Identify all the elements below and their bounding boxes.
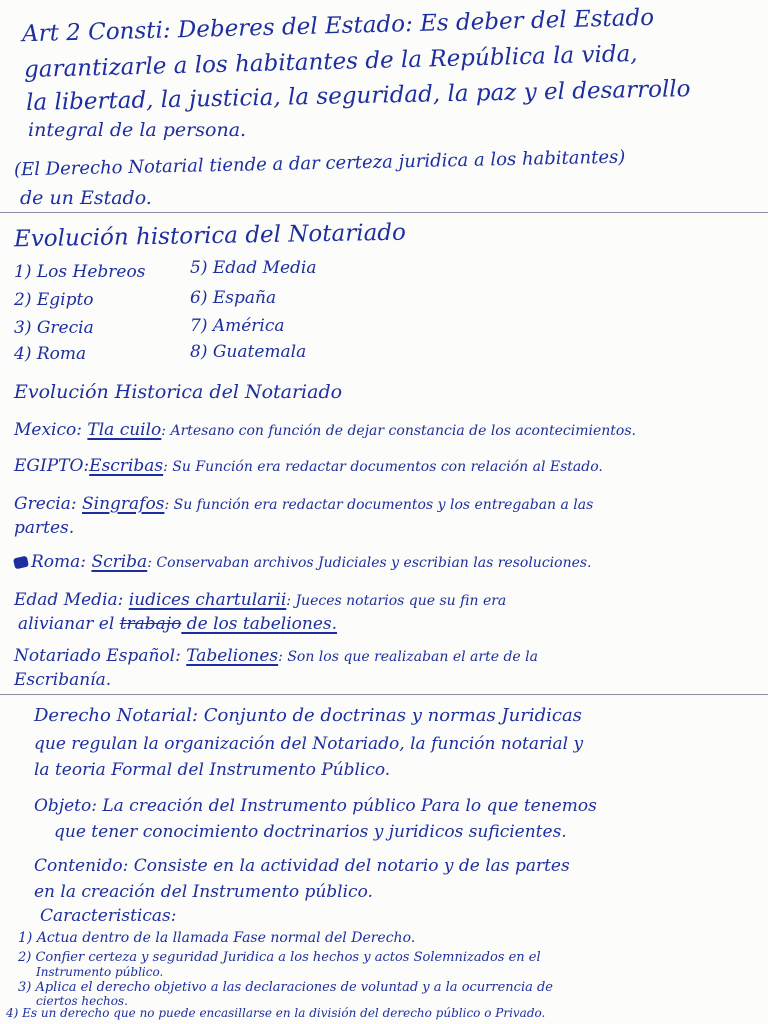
entry-espanol	[14, 646, 538, 666]
entry-text: : Su función era redactar documentos y los entregaban a las	[164, 497, 594, 513]
list-item: 8) Guatemala	[190, 342, 307, 362]
article-text-line: garantizarle a los habitantes de la República la vida,	[23, 40, 638, 84]
entry-label: Notariado Español:	[14, 646, 181, 666]
characteristic-item: 2) Confier certeza y seguridad Juridica a los hechos y actos Solemnizados en el	[18, 950, 541, 965]
entry-text: : Su Función era redactar documentos con relación al Estado.	[163, 459, 603, 475]
list-item: 5) Edad Media	[190, 258, 317, 278]
divider	[0, 212, 768, 213]
characteristics-title: Caracteristicas:	[40, 906, 177, 926]
section-title: Evolución Historica del Notariado	[14, 381, 343, 403]
entry-label: Mexico:	[14, 420, 82, 440]
entry-term: Singrafos	[82, 494, 165, 514]
entry-egipto	[14, 456, 603, 476]
characteristic-item-cont: ciertos hechos.	[36, 994, 128, 1008]
characteristic-item: 1) Actua dentro de la llamada Fase normal del Derecho.	[18, 930, 416, 946]
entry-continuation: Escribanía.	[14, 670, 112, 690]
entry-label: EGIPTO:	[14, 456, 90, 476]
entry-text-struck: trabajo	[119, 614, 182, 634]
entry-text: : Son los que realizaban el arte de la	[278, 649, 538, 665]
definition-line: que regulan la organización del Notariado, la función notarial y	[34, 734, 584, 754]
entry-label: Roma:	[31, 552, 87, 572]
entry-term: Scriba	[91, 552, 148, 572]
definition-line: Derecho Notarial: Conjunto de doctrinas y normas Juridicas	[34, 705, 582, 726]
characteristic-item: 4) Es un derecho que no puede encasillarse en la división del derecho público o Privado.	[6, 1006, 546, 1020]
entry-term: Escribas	[89, 456, 164, 476]
article-heading-line: Art 2 Consti: Deberes del Estado: Es deber del Estado	[21, 4, 655, 48]
list-item: 1) Los Hebreos	[14, 262, 146, 282]
object-line: Objeto: La creación del Instrumento público Para lo que tenemos	[34, 796, 597, 816]
ink-blot	[13, 556, 29, 570]
entry-roma	[14, 552, 592, 572]
entry-text: : Jueces notarios que su fin era	[286, 593, 507, 609]
entry-edad-media	[14, 590, 506, 610]
note-line: (El Derecho Notarial tiende a dar certeza juridica a los habitantes)	[13, 146, 626, 181]
entry-text: alivianar el	[18, 614, 120, 634]
entry-term: iudices chartularii	[128, 590, 287, 610]
note-line: de un Estado.	[20, 187, 152, 209]
list-item: 4) Roma	[14, 344, 87, 364]
entry-term: Tla cuilo	[87, 420, 162, 440]
entry-label: Edad Media:	[14, 590, 124, 610]
divider	[0, 694, 768, 695]
entry-label: Grecia:	[14, 494, 77, 514]
content-line: en la creación del Instrumento público.	[34, 882, 373, 902]
article-text-line: integral de la persona.	[28, 119, 247, 141]
entry-text: : Artesano con función de dejar constancia de los acontecimientos.	[161, 423, 636, 439]
entry-text: de los tabeliones.	[181, 614, 338, 634]
list-item: 3) Grecia	[14, 318, 94, 338]
definition-line: la teoria Formal del Instrumento Público.	[34, 760, 391, 780]
list-item: 2) Egipto	[14, 290, 94, 310]
article-text-line: la libertad, la justicia, la seguridad, la paz y el desarrollo	[25, 76, 691, 116]
entry-continuation	[18, 614, 337, 634]
entry-term: Tabeliones	[186, 646, 279, 666]
entry-continuation: partes.	[14, 518, 75, 538]
characteristic-item: 3) Aplica el derecho objetivo a las declaraciones de voluntad y a la ocurrencia de	[18, 980, 553, 995]
entry-text: : Conservaban archivos Judiciales y escribian las resoluciones.	[147, 555, 592, 571]
list-item: 6) España	[190, 288, 277, 308]
section-title: Evolución historica del Notariado	[13, 219, 407, 253]
characteristic-item-cont: Instrumento público.	[36, 965, 164, 979]
entry-mexico	[14, 420, 636, 440]
entry-grecia	[14, 494, 593, 514]
object-line: que tener conocimiento doctrinarios y juridicos suficientes.	[54, 822, 567, 842]
list-item: 7) América	[190, 316, 285, 336]
content-line: Contenido: Consiste en la actividad del notario y de las partes	[34, 856, 570, 876]
